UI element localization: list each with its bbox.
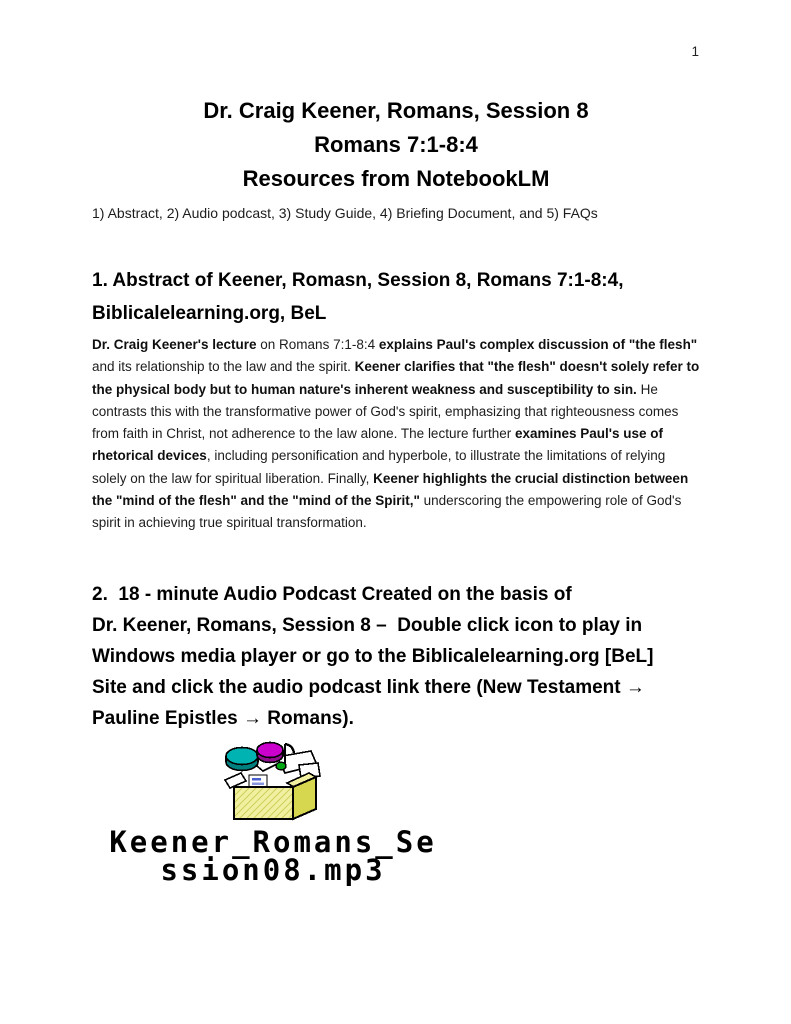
label-tag [225, 773, 246, 788]
text-run: Keener highlights the crucial distinction between the "mind of the flesh" and the "mind of the Spirit," [92, 470, 689, 509]
page-number: 1 [691, 44, 699, 59]
text-run: He contrasts this with the transformative power of God's spirit, emphasizing that righteousness comes from faith in Christ, not adherence to the law alone. The lecture further [92, 381, 679, 442]
section1-heading [92, 264, 700, 330]
section2-heading [92, 579, 700, 734]
resources-list: 1) Abstract, 2) Audio podcast, 3) Study Guide, 4) Briefing Document, and 5) FAQs [92, 205, 598, 221]
title-line-1: Dr. Craig Keener, Romans, Session 8 [203, 98, 589, 123]
text-run: , including personification and hyperbole, to illustrate the limitations of relying solely on the law for spiritual liberation. Finally, [92, 448, 666, 486]
box-front-hatch [234, 787, 293, 819]
music-note-head [276, 762, 286, 770]
text-run: underscoring the empowering role of God's spirit in achieving true spiritual transformation. [92, 493, 682, 531]
text-run: examines Paul's use of rhetorical devices [92, 426, 664, 464]
text-run: on Romans 7:1-8:4 [256, 337, 379, 352]
section2-heading-line-3: Windows media player or go to the Biblicalelearning.org [BeL] [92, 645, 654, 667]
section2-heading-line-4: Site and click the audio podcast link there (New Testament → [92, 676, 645, 698]
text-run: and its relationship to the law and the spirit. [92, 359, 355, 375]
section2-heading-line-2: Dr. Keener, Romans, Session 8 – Double click icon to play in [92, 614, 643, 636]
text-run: Dr. Craig Keener's lecture [92, 337, 257, 352]
title-line-3: Resources from NotebookLM [242, 166, 550, 191]
title-line-2: Romans 7:1-8:4 [314, 132, 478, 157]
embedded-audio-object[interactable] [92, 739, 454, 887]
section1-heading-line-1: 1. Abstract of Keener, Romasn, Session 8, Romans 7:1-8:4, [92, 270, 624, 291]
text-run: explains Paul's complex discussion of "the flesh" [378, 337, 698, 352]
section2-heading-line-1: 2. 18 - minute Audio Podcast Created on the basis of [92, 583, 572, 605]
card-stripe [252, 782, 264, 785]
abstract-paragraph [92, 334, 700, 535]
audio-filename-line-2: ssion08.mp3 [160, 852, 386, 887]
document-title [92, 94, 700, 196]
magenta-disc [257, 742, 283, 757]
media-clip-package-icon[interactable] [221, 739, 325, 821]
section2-heading-line-5: Pauline Epistles → Romans). [92, 707, 354, 729]
teal-disc [226, 747, 258, 764]
audio-filename [92, 824, 454, 887]
text-run: Keener clarifies that "the flesh" doesn't solely refer to the physical body but to human nature's inherent weakness and susceptibility to sin. [92, 359, 700, 397]
section1-heading-line-2: Biblicalelearning.org, BeL [92, 303, 327, 324]
audio-filename-line-1: Keener_Romans_Se [109, 824, 437, 859]
card-stripe [252, 778, 261, 781]
